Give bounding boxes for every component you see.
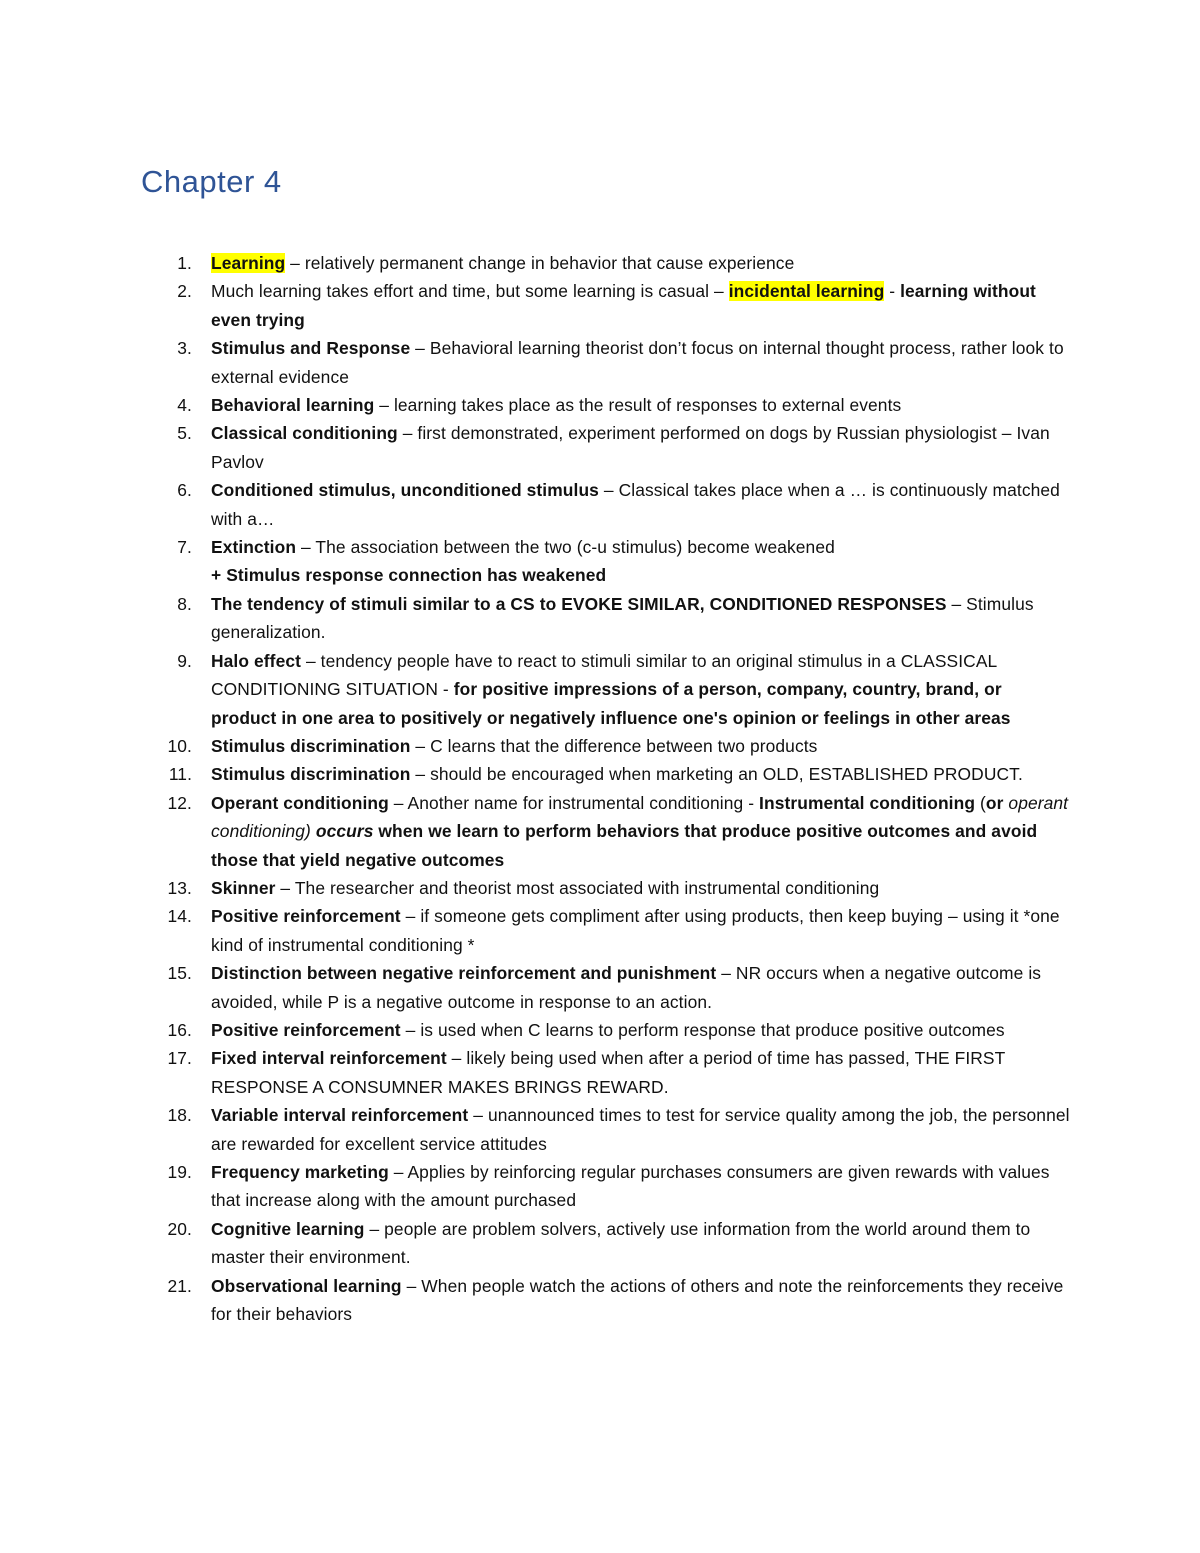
list-item-text: [211, 963, 1041, 1011]
highlighted-term: Learning: [211, 253, 286, 273]
bold-term: Classical conditioning: [211, 423, 398, 444]
list-item-text: [211, 253, 794, 273]
bold-term: Instrumental conditioning: [759, 792, 976, 813]
bold-term: Positive reinforcement: [211, 1019, 401, 1040]
text-segment: – The association between the two (c-u stimulus) become weakened: [296, 537, 835, 558]
list-item: [0, 1044, 1071, 1101]
text-segment: (: [975, 792, 986, 813]
numbered-list: [0, 249, 1200, 1328]
list-item: [0, 277, 1071, 334]
bold-term: Halo effect: [211, 650, 302, 671]
list-item-text: [211, 878, 879, 898]
bold-term: Operant conditioning: [211, 792, 389, 813]
list-item-number: 14.: [167, 906, 192, 927]
bold-term: for positive impressions of a person, company, country, brand, or product in one area to positively or negatively influence one's opinion or feelings in other areas: [211, 679, 1011, 728]
text-segment: Much learning takes effort and time, but some learning is casual –: [211, 281, 729, 302]
bold-term: Conditioned stimulus, unconditioned stimulus: [211, 480, 599, 501]
list-item-text: [211, 1162, 1050, 1210]
text-segment: – When people watch the actions of others and note the reinforcements they receive for their behaviors: [211, 1275, 1064, 1325]
bold-term: Variable interval reinforcement: [211, 1105, 469, 1126]
list-item-text: [211, 338, 1064, 386]
list-item-number: 4.: [177, 395, 192, 416]
list-item-number: 18.: [167, 1105, 192, 1126]
list-item: [0, 1016, 1071, 1044]
list-item: [0, 874, 1071, 902]
list-item-text: [211, 736, 817, 756]
text-segment: – first demonstrated, experiment performed on dogs by Russian physiologist – Ivan Pavlov: [211, 423, 1050, 472]
bold-term: Observational learning: [211, 1275, 402, 1296]
text-segment: – Classical takes place when a … is continuously matched with a…: [211, 480, 1060, 529]
list-item: [0, 902, 1071, 959]
list-item-text: [211, 281, 1036, 329]
list-item: [0, 590, 1071, 647]
list-item-number: 2.: [177, 281, 192, 302]
list-item-text: [211, 906, 1060, 954]
list-item-number: 12.: [167, 792, 192, 813]
list-item: [0, 1272, 1071, 1329]
list-item-number: 15.: [167, 963, 192, 984]
list-item-number: 21.: [167, 1275, 192, 1296]
text-segment: – C learns that the difference between two products: [410, 735, 818, 756]
list-item-number: 11.: [168, 764, 192, 785]
list-item-number: 6.: [177, 480, 192, 501]
bold-term: Cognitive learning: [211, 1218, 365, 1239]
list-item-text: [211, 395, 901, 415]
text-segment: – relatively permanent change in behavior that cause experience: [285, 253, 795, 273]
list-item-number: 5.: [177, 423, 192, 444]
list-item-number: 20.: [167, 1218, 192, 1239]
bold-term: Stimulus discrimination: [211, 764, 411, 785]
list-item: [0, 1215, 1071, 1272]
list-item: [0, 334, 1071, 391]
bold-term: Positive reinforcement: [211, 906, 401, 927]
bold-term: or: [985, 792, 1009, 813]
text-segment: – should be encouraged when marketing an OLD, ESTABLISHED PRODUCT.: [410, 764, 1023, 785]
list-item-text: [211, 1219, 1030, 1267]
list-item: [0, 959, 1071, 1016]
list-item-text: [211, 423, 1050, 471]
text-segment: – The researcher and theorist most associated with instrumental conditioning: [275, 877, 880, 898]
list-item-text: [211, 764, 1023, 784]
bold-term: learning without even trying: [211, 281, 1036, 330]
list-item-text: [211, 1048, 1005, 1096]
text-segment: – Another name for instrumental conditioning -: [388, 792, 760, 813]
list-item: [0, 1158, 1071, 1215]
list-item: [0, 476, 1071, 533]
list-item-number: 13.: [167, 877, 192, 898]
text-segment: – Behavioral learning theorist don’t focus on internal thought process, rather look to external evidence: [211, 338, 1064, 387]
list-item: [0, 391, 1071, 419]
list-item-number: 9.: [177, 650, 192, 671]
bold-term: The tendency of stimuli similar to a CS to EVOKE SIMILAR, CONDITIONED RESPONSES: [211, 593, 947, 614]
bold-term: Stimulus and Response: [211, 338, 411, 359]
list-item: [0, 533, 1071, 590]
list-item: [0, 249, 1071, 277]
list-item-text: [211, 480, 1060, 528]
text-segment: – tendency people have to react to stimuli similar to an original stimulus in a CLASSICAL CONDITIONING SITUATION -: [211, 650, 997, 700]
bold-term: Stimulus discrimination: [211, 735, 411, 756]
list-item-text: [211, 1276, 1063, 1324]
text-segment: – Applies by reinforcing regular purchases consumers are given rewards with values that increase along with the amount purchased: [211, 1162, 1050, 1211]
text-segment: – likely being used when after a period of time has passed, THE FIRST RESPONSE A CONSUMNER MAKES BRINGS REWARD.: [211, 1048, 1006, 1097]
list-item-number: 8.: [177, 593, 192, 614]
list-item-number: 7.: [177, 537, 192, 558]
list-item: [0, 789, 1071, 874]
list-item-text: [211, 793, 1068, 870]
bold-term: Behavioral learning: [211, 395, 375, 416]
text-segment: -: [884, 281, 901, 302]
highlighted-term: incidental learning: [728, 281, 885, 302]
list-item: [0, 760, 1071, 788]
list-item-number: 16.: [167, 1019, 192, 1040]
bold-term: Frequency marketing: [211, 1162, 389, 1182]
page-title: Chapter 4: [141, 164, 282, 199]
list-item: [0, 732, 1071, 760]
list-item-number: 3.: [177, 338, 192, 359]
bold-term: + Stimulus response connection has weakened: [211, 565, 607, 586]
text-segment: operant conditioning): [211, 792, 1069, 842]
list-item-text: [211, 537, 835, 585]
list-item-number: 1.: [177, 253, 192, 273]
text-segment: – is used when C learns to perform response that produce positive outcomes: [400, 1019, 1005, 1040]
bold-term: Distinction between negative reinforcement and punishment: [211, 963, 717, 984]
text-segment: – Stimulus generalization.: [211, 593, 1034, 643]
bold-term: Extinction: [211, 537, 297, 558]
list-item: [0, 647, 1071, 732]
list-item-number: 17.: [167, 1048, 192, 1069]
list-item-text: [211, 1020, 1005, 1040]
text-segment: – NR occurs when a negative outcome is avoided, while P is a negative outcome in response to an action.: [211, 963, 1042, 1012]
list-item-text: [211, 1105, 1070, 1153]
list-item: [0, 419, 1071, 476]
text-segment: – unannounced times to test for service quality among the job, the personnel are rewarded for excellent service attitudes: [211, 1105, 1070, 1154]
text-segment: – people are problem solvers, actively use information from the world around them to master their environment.: [211, 1218, 1031, 1268]
text-segment: – if someone gets compliment after using products, then keep buying – using it *one kind of instrumental conditioning *: [211, 906, 1060, 955]
list-item-number: 19.: [167, 1162, 192, 1182]
bold-term: when we learn to perform behaviors that produce positive outcomes and avoid those that yield negative outcomes: [211, 821, 1038, 870]
bold-term: Skinner: [211, 877, 276, 898]
text-segment: – learning takes place as the result of responses to external events: [374, 395, 902, 416]
list-item-text: [211, 594, 1034, 642]
bold-term: occurs: [310, 821, 374, 842]
bold-term: Fixed interval reinforcement: [211, 1048, 447, 1069]
list-item: [0, 1101, 1071, 1158]
list-item-number: 10.: [167, 735, 192, 756]
list-item-text: [211, 651, 1011, 728]
